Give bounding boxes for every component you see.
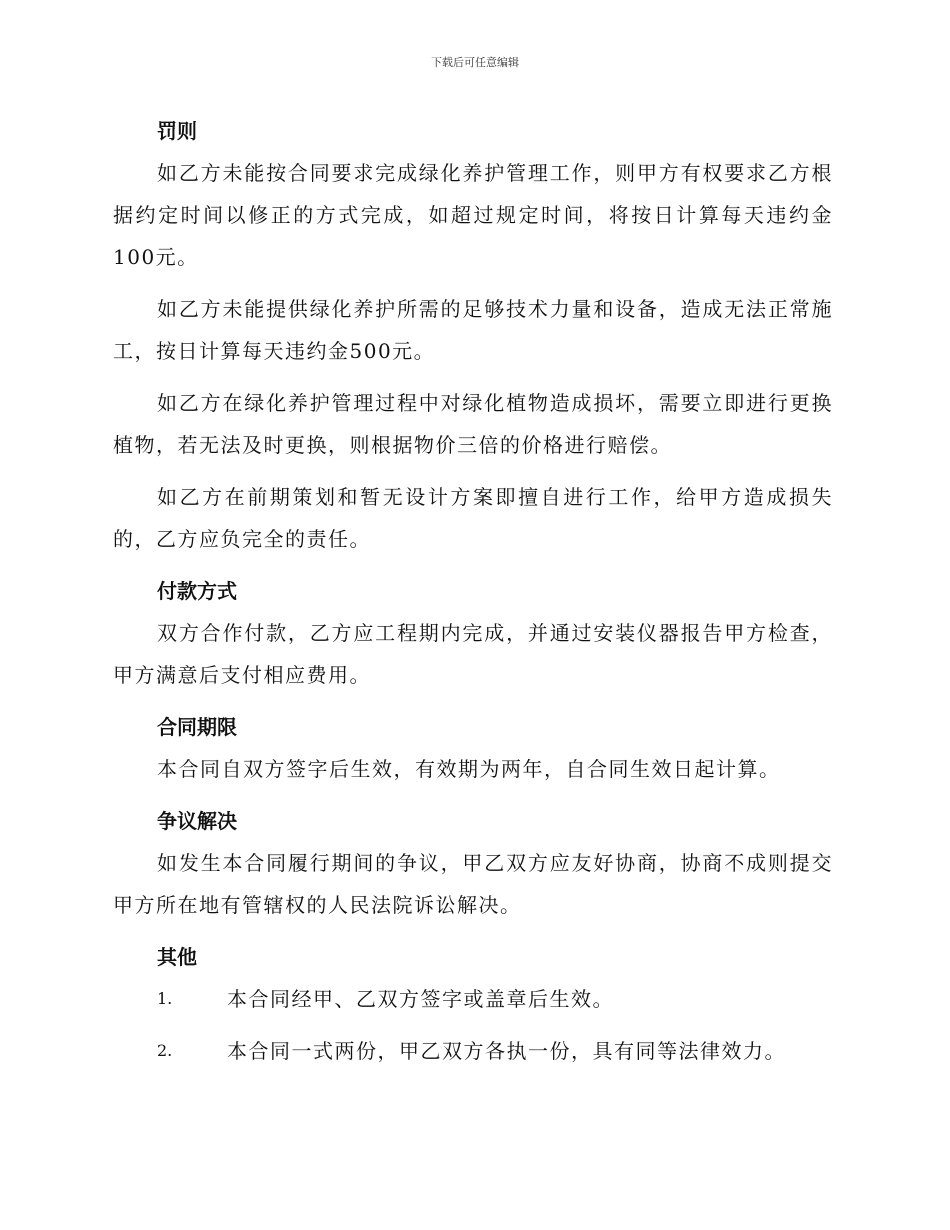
paragraph: 本合同自双方签字后生效，有效期为两年，自合同生效日起计算。 xyxy=(157,757,781,781)
document-body xyxy=(113,110,833,1082)
section-term xyxy=(113,706,833,790)
section-payment xyxy=(113,570,833,696)
paragraph: 如乙方未能提供绿化养护所需的足够技术力量和设备，造成无法正常施工，按日计算每天违约金500元。 xyxy=(113,297,833,363)
paragraph: 如乙方在绿化养护管理过程中对绿化植物造成损坏，需要立即进行更换植物，若无法及时更换，则根据物价三倍的价格进行赔偿。 xyxy=(113,391,833,457)
list-item-number: 2. xyxy=(157,1041,173,1060)
list-item-text: 本合同经甲、乙双方签字或盖章后生效。 xyxy=(227,987,614,1011)
paragraph: 双方合作付款，乙方应工程期内完成，并通过安装仪器报告甲方检查，甲方满意后支付相应费用。 xyxy=(113,621,833,687)
section-other xyxy=(113,936,833,1072)
section-heading-dispute: 争议解决 xyxy=(157,809,237,833)
list-item-number: 1. xyxy=(157,989,173,1008)
paragraph: 如发生本合同履行期间的争议，甲乙双方应友好协商，协商不成则提交甲方所在地有管辖权的人民法院诉讼解决。 xyxy=(113,851,833,917)
paragraph: 如乙方未能按合同要求完成绿化养护管理工作，则甲方有权要求乙方根据约定时间以修正的方式完成，如超过规定时间，将按日计算每天违约金100元。 xyxy=(113,161,833,269)
section-heading-penalty: 罚则 xyxy=(157,119,197,143)
page-header: 下载后可任意编辑 xyxy=(431,56,519,69)
list-item xyxy=(113,1030,833,1072)
section-heading-term: 合同期限 xyxy=(157,715,237,739)
section-heading-payment: 付款方式 xyxy=(157,579,237,603)
list-item-text: 本合同一式两份，甲乙双方各执一份，具有同等法律效力。 xyxy=(227,1039,786,1063)
section-dispute xyxy=(113,800,833,926)
section-heading-other: 其他 xyxy=(157,945,197,969)
section-penalty xyxy=(113,110,833,560)
list-item xyxy=(113,978,833,1020)
paragraph: 如乙方在前期策划和暂无设计方案即擅自进行工作，给甲方造成损失的，乙方应负完全的责任。 xyxy=(113,485,833,551)
